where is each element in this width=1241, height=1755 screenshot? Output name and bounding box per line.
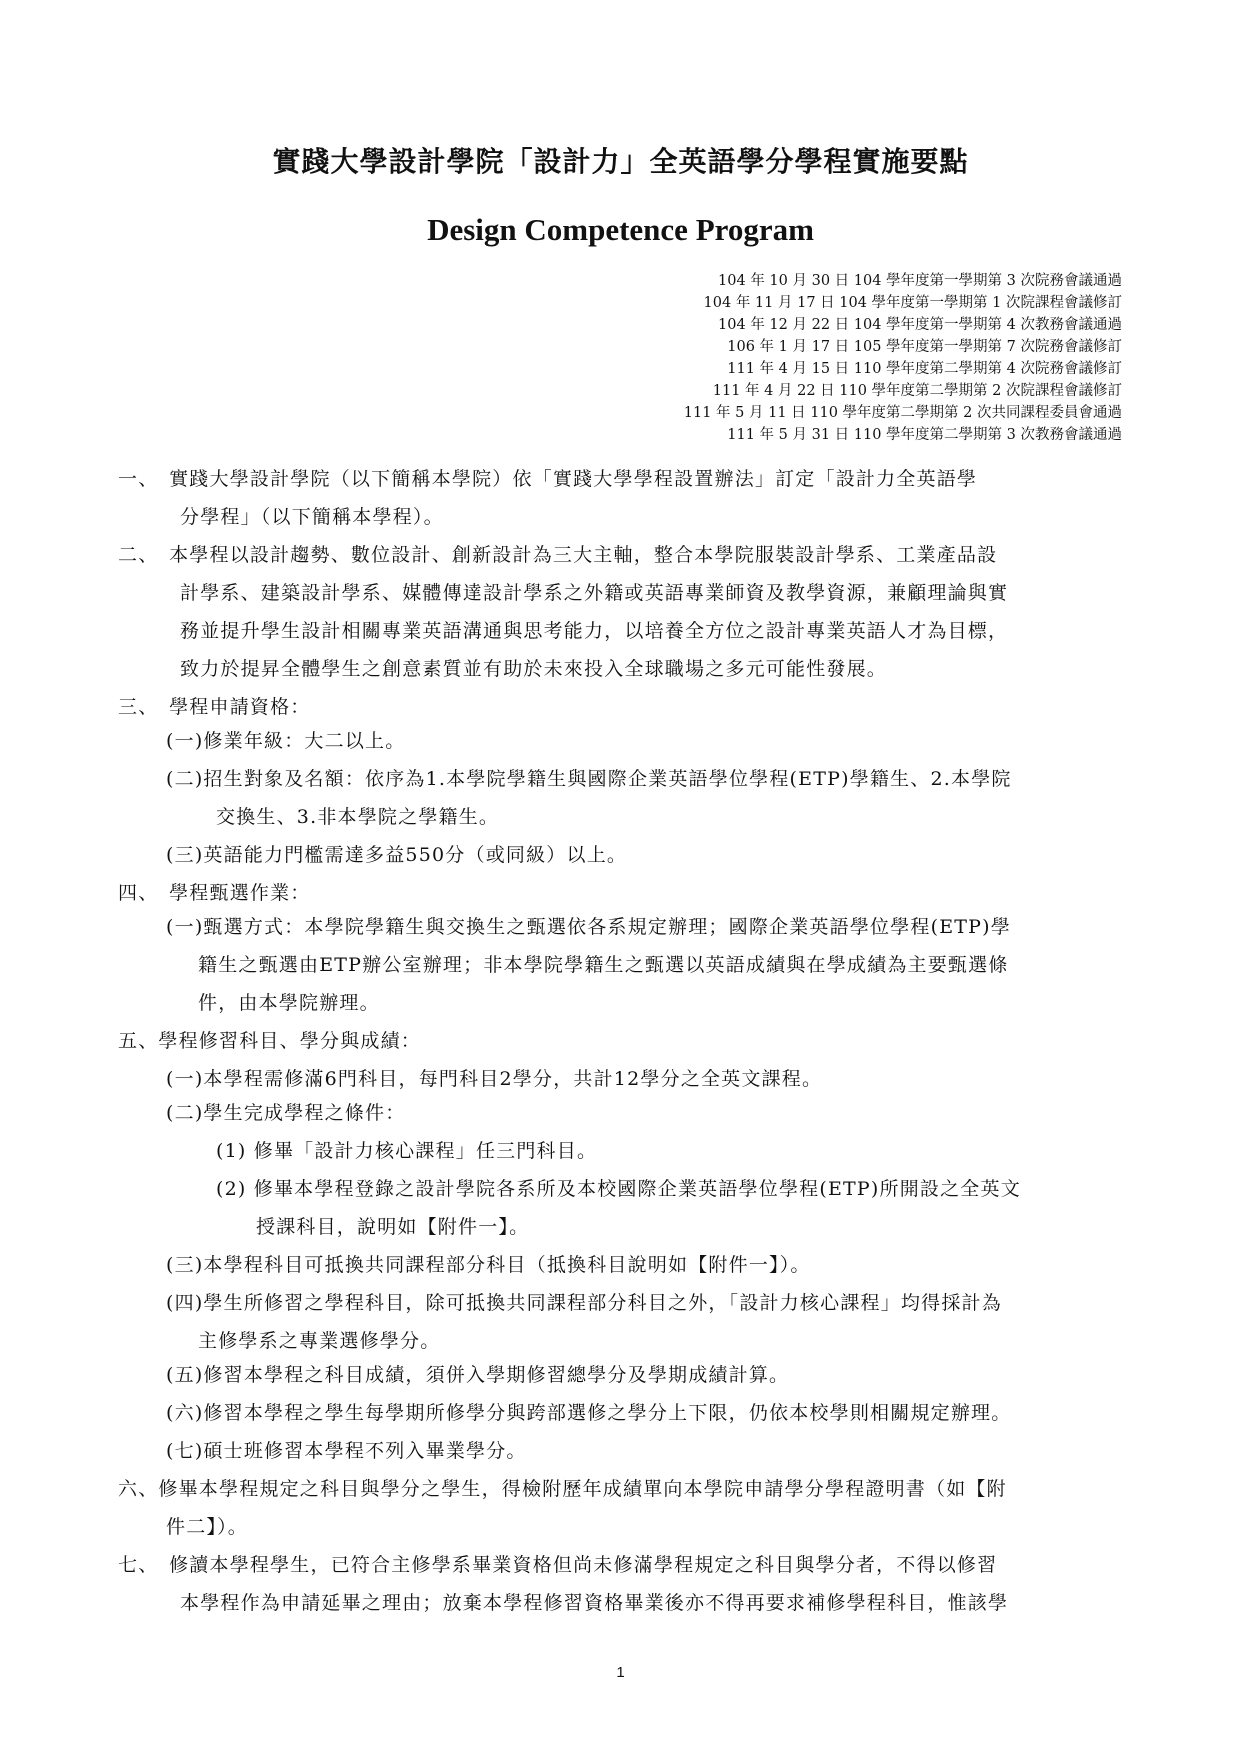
body-line: (2) 修畢本學程登錄之設計學院各系所及本校國際企業英語學位學程(ETP)所開設之全英文: [216, 1178, 1021, 1200]
body-line: 主修學系之專業選修學分。: [198, 1330, 441, 1352]
body-line: 本學程作為申請延畢之理由；放棄本學程修習資格畢業後亦不得再要求補修學程科目，惟該學: [180, 1592, 1009, 1614]
body-line: 二、 本學程以設計趨勢、數位設計、創新設計為三大主軸，整合本學院服裝設計學系、工業產品設: [118, 544, 998, 566]
revision-entry: 111 年 4 月 22 日 110 學年度第二學期第 2 次院課程會議修訂: [712, 383, 1122, 399]
body-line: 三、 學程申請資格：: [118, 696, 311, 718]
body-line: 七、 修讀本學程學生，已符合主修學系畢業資格但尚未修滿學程規定之科目與學分者，不得以修習: [118, 1554, 998, 1576]
body-line: (1) 修畢「設計力核心課程」任三門科目。: [216, 1140, 598, 1162]
body-line: 致力於提昇全體學生之創意素質並有助於未來投入全球職場之多元可能性發展。: [180, 658, 888, 680]
body-line: (一)甄選方式：本學院學籍生與交換生之甄選依各系規定辦理；國際企業英語學位學程(ETP)學: [166, 916, 1011, 938]
body-line: 六、修畢本學程規定之科目與學分之學生，得檢附歷年成績單向本學院申請學分學程證明書（如【附: [118, 1478, 1007, 1500]
body-line: 分學程」（以下簡稱本學程）。: [180, 506, 444, 528]
body-line: (一)本學程需修滿6門科目，每門科目2學分，共計12學分之全英文課程。: [166, 1068, 823, 1090]
revision-entry: 104 年 12 月 22 日 104 學年度第一學期第 4 次教務會議通過: [718, 317, 1122, 333]
revision-history: [684, 270, 1122, 446]
revision-entry: 106 年 1 月 17 日 105 學年度第一學期第 7 次院務會議修訂: [727, 339, 1122, 355]
body-line: 計學系、建築設計學系、媒體傳達設計學系之外籍或英語專業師資及教學資源，兼顧理論與實: [180, 582, 1009, 604]
body-line: (六)修習本學程之學生每學期所修學分與跨部選修之學分上下限，仍依本校學則相關規定辦理。: [166, 1402, 1012, 1424]
body-line: 交換生、3.非本學院之學籍生。: [216, 806, 500, 828]
body-line: (一)修業年級：大二以上。: [166, 730, 406, 752]
body-line: (三)本學程科目可抵換共同課程部分科目（抵換科目說明如【附件一】）。: [166, 1254, 811, 1276]
body-line: 授課科目，說明如【附件一】。: [256, 1216, 530, 1238]
body-line: (五)修習本學程之科目成績，須併入學期修習總學分及學期成績計算。: [166, 1364, 790, 1386]
body-line: 籍生之甄選由ETP辦公室辦理；非本學院學籍生之甄選以英語成績與在學成績為主要甄選條: [198, 954, 1009, 976]
body-line: (二)招生對象及名額：依序為1.本學院學籍生與國際企業英語學位學程(ETP)學籍生、2.本學院: [166, 768, 1012, 790]
body-line: (三)英語能力門檻需達多益550分（或同級）以上。: [166, 844, 628, 866]
body-line: 件二】）。: [166, 1516, 249, 1538]
body-line: (七)碩士班修習本學程不列入畢業學分。: [166, 1440, 527, 1462]
revision-entry: 111 年 4 月 15 日 110 學年度第二學期第 4 次院務會議修訂: [727, 361, 1122, 377]
body-line: 務並提升學生設計相關專業英語溝通與思考能力，以培養全方位之設計專業英語人才為目標，: [180, 620, 1009, 642]
body-line: 件，由本學院辦理。: [198, 992, 380, 1014]
body-line: (二)學生完成學程之條件：: [166, 1102, 406, 1124]
revision-entry: 111 年 5 月 31 日 110 學年度第二學期第 3 次教務會議通過: [727, 427, 1122, 443]
body-line: 一、 實踐大學設計學院（以下簡稱本學院）依「實踐大學學程設置辦法」訂定「設計力全英語學: [118, 468, 978, 490]
revision-entry: 111 年 5 月 11 日 110 學年度第二學期第 2 次共同課程委員會通過: [683, 405, 1122, 421]
document-title-english: Design Competence Program: [427, 212, 814, 247]
body-line: 五、學程修習科目、學分與成績：: [118, 1030, 422, 1052]
revision-entry: 104 年 10 月 30 日 104 學年度第一學期第 3 次院務會議通過: [718, 273, 1122, 289]
document-title-chinese: 實踐大學設計學院「設計力」全英語學分學程實施要點: [272, 145, 969, 178]
body-line: (四)學生所修習之學程科目，除可抵換共同課程部分科目之外，「設計力核心課程」均得採計為: [166, 1292, 1002, 1314]
body-line: 四、 學程甄選作業：: [118, 882, 311, 904]
page-number: 1: [616, 1664, 625, 1681]
revision-entry: 104 年 11 月 17 日 104 學年度第一學期第 1 次院課程會議修訂: [703, 295, 1122, 311]
